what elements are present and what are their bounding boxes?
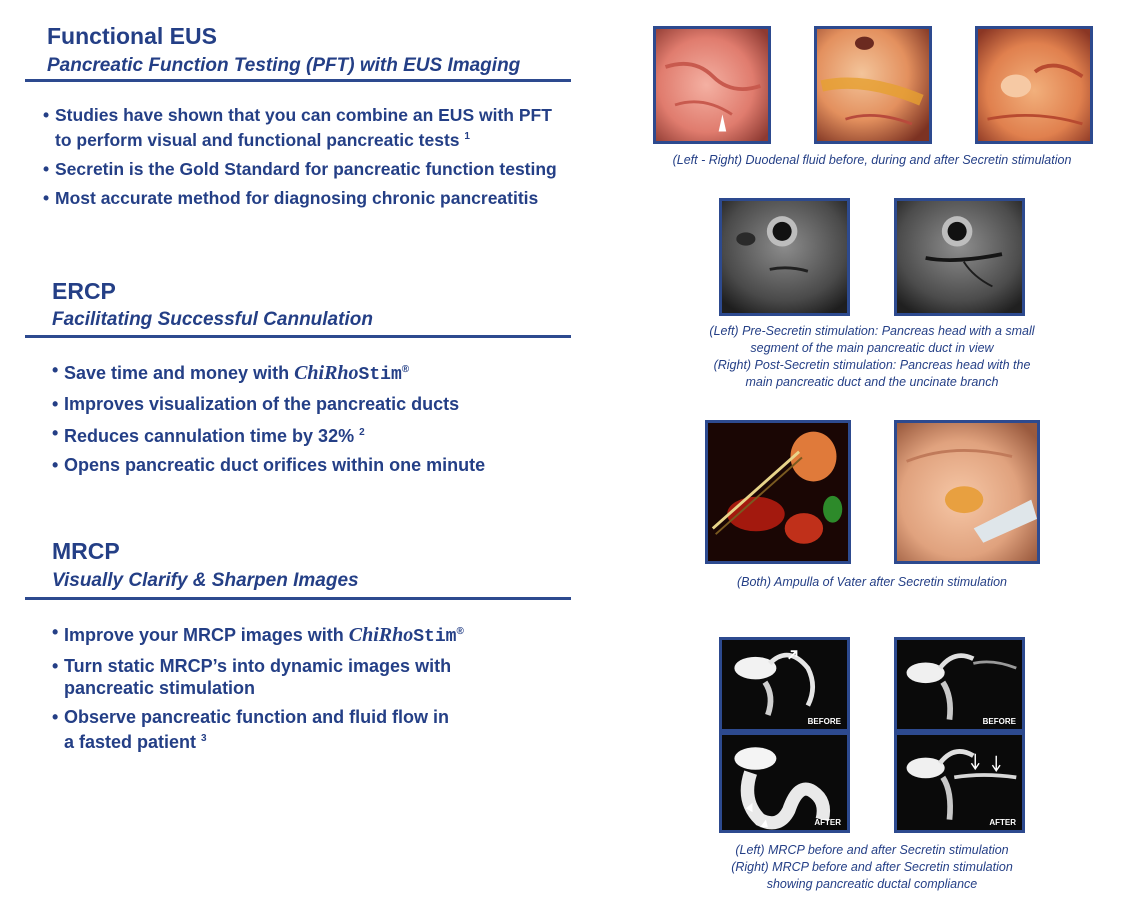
ampulla-image-left <box>705 420 851 564</box>
mrcp-bullet-text: Improve your MRCP images with <box>64 625 349 645</box>
mrcp-divider <box>25 597 571 600</box>
mrcp-bullet-text: Turn static MRCP’s into dynamic images with <box>64 656 452 676</box>
registered-mark: ® <box>456 626 464 637</box>
ercp-bullet-text: Reduces cannulation time by 32% <box>64 426 355 446</box>
mrcp-title: MRCP <box>52 538 120 564</box>
reference-mark: 3 <box>201 733 207 744</box>
brand-name-italic: ChiRho <box>294 362 359 384</box>
eus-bullet <box>43 158 583 180</box>
eus-bullet-text: Most accurate method for diagnosing chronic pancreatitis <box>55 187 539 208</box>
mrcp-caption-line: showing pancreatic ductal compliance <box>766 877 978 891</box>
mrcp-right-before <box>894 637 1025 732</box>
reference-mark: 2 <box>359 427 365 438</box>
ercp-bullet <box>52 454 572 476</box>
before-label: BEFORE <box>982 717 1016 726</box>
eus-subtitle: Pancreatic Function Testing (PFT) with EUS Imaging <box>47 55 521 76</box>
mrcp-bullet <box>52 655 572 699</box>
reference-mark: 1 <box>464 131 470 142</box>
mrcp-caption <box>652 842 1092 893</box>
mrcp-bullet-text: pancreatic stimulation <box>64 678 256 698</box>
mrcp-bullet-text: a fasted patient <box>64 732 197 752</box>
eus-divider <box>25 79 571 82</box>
ercp-bullet-list <box>52 359 572 483</box>
ercp-bullet <box>52 393 572 415</box>
mrcp-bullet <box>52 706 572 753</box>
mrcp-right-after <box>894 732 1025 833</box>
eus-caption-line: (Left) Pre-Secretin stimulation: Pancreas head with a small <box>709 324 1035 338</box>
ercp-bullet <box>52 422 572 447</box>
eus-image-pre-secretin <box>719 198 850 316</box>
ercp-bullet-text: Improves visualization of the pancreatic ducts <box>64 394 460 414</box>
ercp-subtitle: Facilitating Successful Cannulation <box>52 309 373 330</box>
eus-title: Functional EUS <box>47 23 217 49</box>
mrcp-caption-line: (Left) MRCP before and after Secretin stimulation <box>735 843 1009 857</box>
ercp-title: ERCP <box>52 278 116 304</box>
eus-caption <box>652 323 1092 391</box>
ercp-bullet <box>52 359 572 386</box>
eus-bullet <box>43 187 583 209</box>
mrcp-caption-line: (Right) MRCP before and after Secretin stimulation <box>731 860 1013 874</box>
ampulla-image-right <box>894 420 1040 564</box>
eus-caption-line: (Right) Post-Secretin stimulation: Pancreas head with the <box>713 358 1031 372</box>
ampulla-caption: (Both) Ampulla of Vater after Secretin stimulation <box>736 575 1008 589</box>
duodenal-image-before <box>653 26 771 144</box>
ercp-bullet-text: Opens pancreatic duct orifices within one minute <box>64 455 486 475</box>
brand-name-mono: Stim <box>413 627 457 647</box>
ercp-divider <box>25 335 571 338</box>
before-label: BEFORE <box>807 717 841 726</box>
ercp-bullet-text: Save time and money with <box>64 363 295 383</box>
mrcp-bullet-text: Observe pancreatic function and fluid flow in <box>64 707 450 727</box>
eus-caption-line: main pancreatic duct and the uncinate branch <box>745 375 999 389</box>
eus-bullet-text: Studies have shown that you can combine an EUS with PFT <box>55 105 552 125</box>
eus-image-post-secretin <box>894 198 1025 316</box>
brand-name-italic: ChiRho <box>348 624 414 646</box>
eus-bullet-text: Secretin is the Gold Standard for pancreatic function testing <box>55 158 557 179</box>
duodenal-caption: (Left - Right) Duodenal fluid before, during and after Secretin stimulation <box>672 153 1072 167</box>
eus-bullet <box>43 104 583 151</box>
duodenal-image-during <box>814 26 932 144</box>
mrcp-left-before <box>719 637 850 732</box>
mrcp-subtitle: Visually Clarify & Sharpen Images <box>52 570 359 591</box>
mrcp-bullet-list <box>52 621 572 760</box>
mrcp-bullet <box>52 621 572 648</box>
brand-name-mono: Stim <box>358 365 402 385</box>
after-label: AFTER <box>989 818 1016 827</box>
mrcp-left-after <box>719 732 850 833</box>
eus-caption-line: segment of the main pancreatic duct in view <box>750 341 994 355</box>
registered-mark: ® <box>401 364 410 375</box>
eus-bullet-text: to perform visual and functional pancreatic tests <box>55 129 460 150</box>
duodenal-image-after <box>975 26 1093 144</box>
after-label: AFTER <box>814 818 841 827</box>
eus-bullet-list <box>43 104 583 216</box>
